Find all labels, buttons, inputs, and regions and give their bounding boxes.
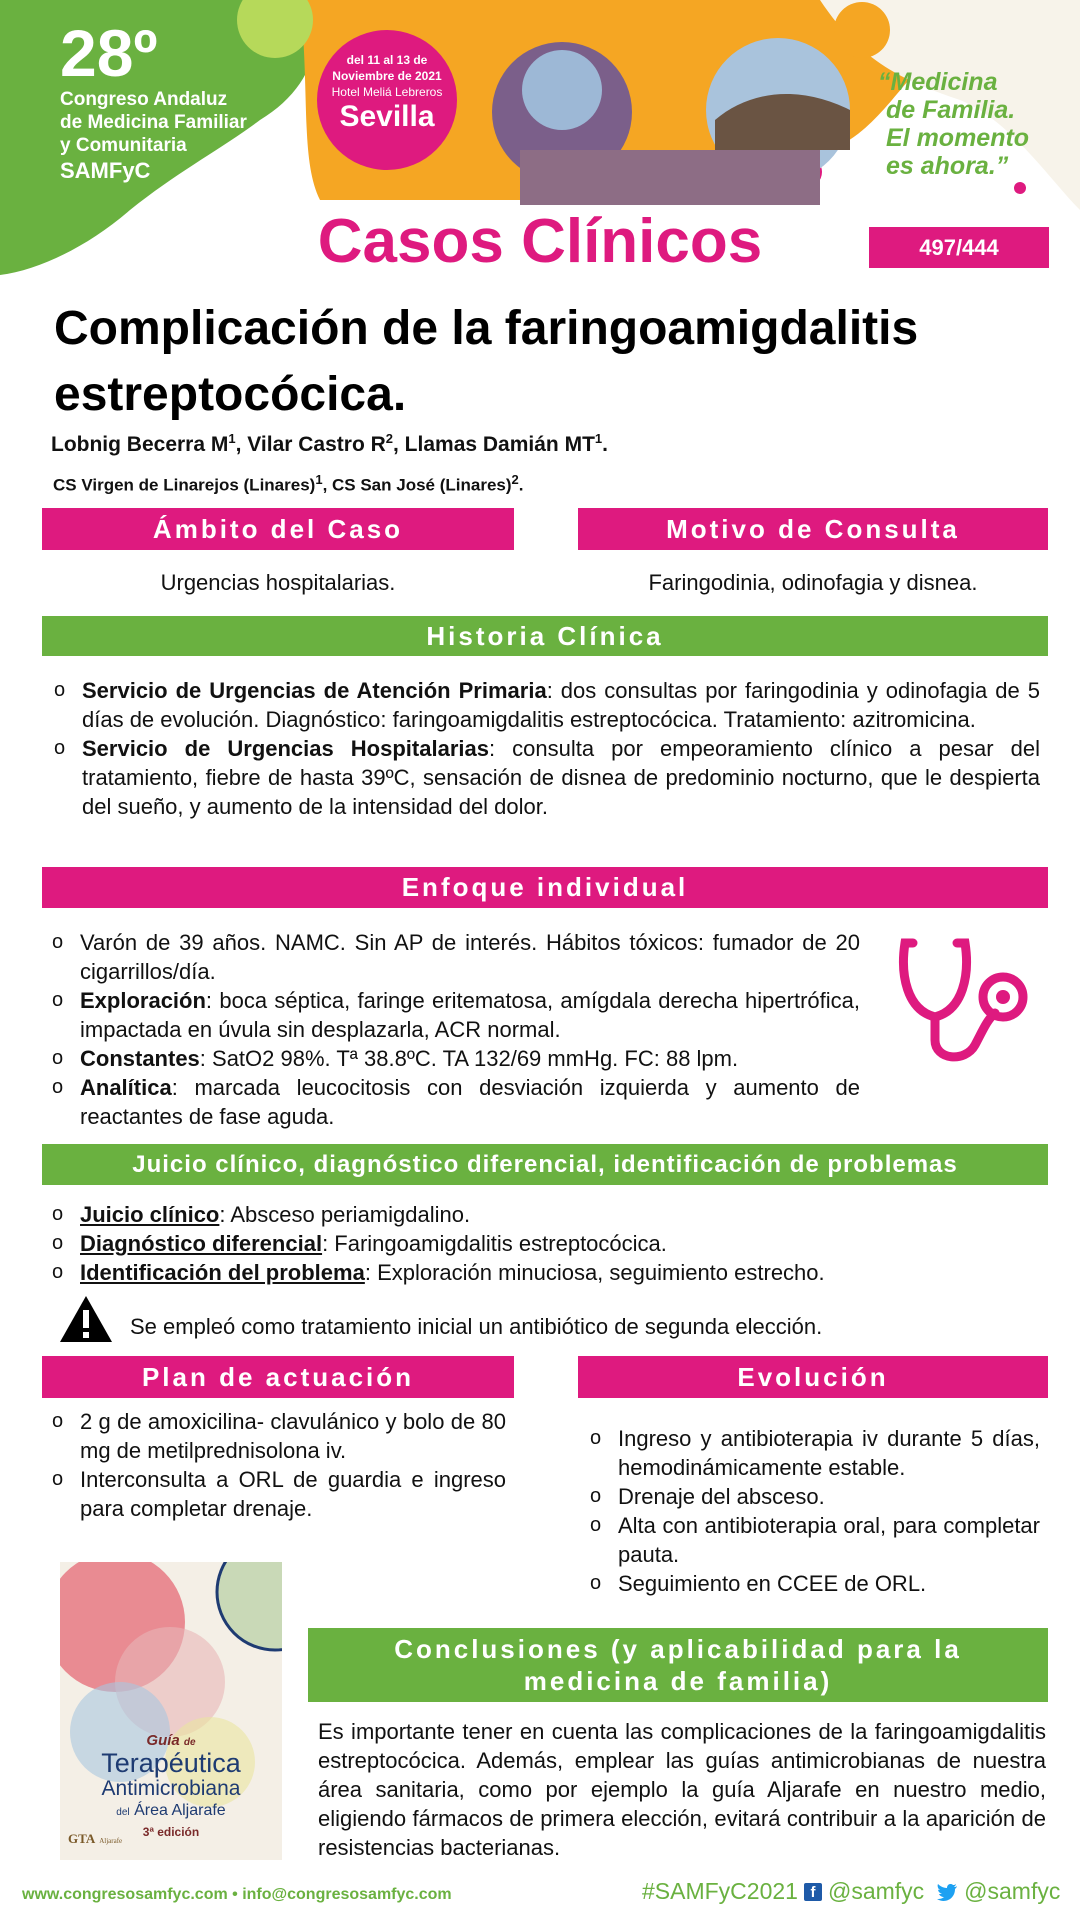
enfoque-item-3-text: : SatO2 98%. Tª 38.8ºC. TA 132/69 mmHg. FC: 88 lpm. [199,1046,739,1071]
congress-name-line-4: SAMFyC [60,158,151,183]
juicio-item-1 [48,1200,1048,1229]
banner-title: Casos Clínicos [317,207,763,276]
twitter-icon [936,1883,958,1901]
book-cover-line-2: Terapéutica [101,1748,241,1778]
case-id-badge: 497/444 [869,227,1049,268]
book-cover-logo-sub: Aljarafe [99,1837,123,1845]
enfoque-body [48,928,860,1131]
historia-body [50,676,1040,821]
warning-text: Se empleó como tratamiento inicial un antibiótico de segunda elección. [130,1314,823,1339]
enfoque-item-2 [48,986,860,1044]
juicio-item-2-text: : Faringoamigdalitis estreptocócica. [322,1231,667,1256]
juicio-item-1-text: : Absceso periamigdalino. [219,1202,471,1227]
footer-separator: • [227,1886,243,1903]
historia-item-2 [50,734,1040,821]
enfoque-item-4-text: : marcada leucocitosis con desviación izquierda y aumento de reactantes de fase aguda. [80,1075,860,1129]
book-cover-guia: Guía [146,1732,180,1749]
enfoque-item-3 [48,1044,860,1073]
congress-name-line-3: y Comunitaria [60,135,187,156]
enfoque-item-2-bold: Exploración [80,988,206,1013]
motivo-text: Faringodinia, odinofagia y disnea. [648,570,978,595]
juicio-item-2-label: Diagnóstico diferencial [80,1231,323,1256]
book-cover-line-3: Antimicrobiana [101,1777,241,1800]
slogan-line-1: “Medicina [878,68,998,96]
slogan-line-3: El momento [886,124,1030,152]
evolucion-item-3: o Alta con antibioterapia oral, para completar pauta. [586,1511,1040,1569]
plan-item-2: o Interconsulta a ORL de guardia e ingreso para completar drenaje. [48,1465,506,1523]
historia-item-1-text: : dos consultas por faringodinia y odinofagia de 5 días de evolución. Diagnóstico: faringoamigdalitis estreptocócica. Tratamiento: azitromicina. [82,678,1040,732]
historia-item-2-text: : consulta por empeoramiento clínico a pesar del tratamiento, fiebre de hasta 39ºC, sensación de disnea de predominio nocturno, que le despierta del sueño, y aumento de la intensidad del dolor. [82,736,1040,819]
enfoque-item-1 [48,928,860,986]
evolucion-item-1: o Ingreso y antibioterapia iv durante 5 días, hemodinámicamente estable. [586,1424,1040,1482]
historia-item-2-bold: Servicio de Urgencias Hospitalarias [82,736,489,761]
ambito-text: Urgencias hospitalarias. [160,570,396,595]
footer-twitter[interactable]: @samfyc [964,1878,1061,1904]
author-3-sup: 1 [594,431,603,446]
author-3: , Llamas Damián MT [393,433,595,456]
author-2-sup: 2 [385,431,394,446]
footer-hashtag[interactable]: #SAMFyC2021 [642,1878,798,1904]
book-cover-line-4-prefix: del [116,1807,130,1818]
author-1: Lobnig Becerra M [51,433,229,456]
book-cover-logo [68,1830,122,1848]
juicio-heading: Juicio clínico, diagnóstico diferencial, identificación de problemas [42,1144,1048,1185]
affiliation-2: , CS San José (Linares) [322,475,512,495]
case-title-line-2: estreptocócica. [54,368,407,421]
edition-number: 28º [60,16,158,90]
juicio-item-2 [48,1229,1048,1258]
venue: Hotel Meliá Lebreros [331,85,443,99]
dates-line-2: Noviembre de 2021 [332,69,442,83]
evolucion-item-2: o Drenaje del absceso. [586,1482,1040,1511]
congress-branding [60,18,247,184]
author-2: , Vilar Castro R [235,433,386,456]
enfoque-item-3-bold: Constantes [80,1046,200,1071]
book-cover-title [60,1732,282,1839]
plan-item-1: o 2 g de amoxicilina- clavulánico y bolo de 80 mg de metilprednisolona iv. [48,1407,506,1465]
city: Sevilla [339,100,435,133]
juicio-item-3-text: : Exploración minuciosa, seguimiento estrecho. [364,1260,825,1285]
affiliations-end: . [518,475,524,495]
juicio-item-3 [48,1258,1048,1287]
book-cover-line-4: Área Aljarafe [134,1802,226,1819]
warning-icon [58,1294,114,1344]
evolucion-body [586,1424,1040,1598]
book-cover [60,1562,282,1860]
enfoque-heading: Enfoque individual [42,867,1048,908]
juicio-item-1-label: Juicio clínico [80,1202,220,1227]
book-cover-logo-text: GTA [68,1831,96,1846]
footer-contact [22,1886,452,1904]
plan-body [48,1407,506,1523]
case-title [54,296,1054,428]
historia-heading: Historia Clínica [42,616,1048,656]
enfoque-item-4-bold: Analítica [80,1075,172,1100]
enfoque-item-2-text: : boca séptica, faringe eritematosa, amígdala derecha hipertrófica, impactada en úvula sin desplazarla, ACR normal. [80,988,860,1042]
juicio-item-3-label: Identificación del problema [80,1260,365,1285]
author-1-sup: 1 [228,431,236,446]
affiliation-1: CS Virgen de Linarejos (Linares) [53,475,316,495]
conclusiones-heading-line-1: Conclusiones (y aplicabilidad para la [394,1634,962,1664]
conclusiones-heading-line-2: medicina de familia) [523,1666,833,1696]
book-cover-edition: 3ª edición [142,1825,200,1839]
slogan [878,68,1029,180]
slogan-line-2: de Familia. [886,96,1016,124]
footer-website[interactable]: www.congresosamfyc.com [22,1886,228,1903]
affiliation-1-sup: 1 [315,472,323,487]
stethoscope-icon [895,935,1035,1070]
congress-name-line-1: Congreso Andaluz [60,89,228,110]
facebook-icon: f [804,1883,822,1901]
dates-badge [317,52,457,134]
footer-social [642,1878,1060,1905]
affiliation-2-sup: 2 [511,472,519,487]
affiliations [53,472,523,496]
conclusiones-heading [308,1628,1048,1702]
authors [51,431,608,457]
conclusiones-text: Es importante tener en cuenta las complicaciones de la faringoamigdalitis estreptocócica. Además, emplear las guías antimicrobianas de nuestra área sanitaria, como por ejemplo la guía Aljarafe en nuestro medio, eligiendo fármacos de primera elección, evitará contribuir a la aparición de resistencias bacterianas. [318,1719,1046,1860]
historia-item-1-bold: Servicio de Urgencias de Atención Primaria [82,678,547,703]
evolucion-item-4: o Seguimiento en CCEE de ORL. [586,1569,1040,1598]
juicio-body [48,1200,1048,1287]
footer-email[interactable]: info@congresosamfyc.com [242,1886,452,1903]
motivo-heading: Motivo de Consulta [578,508,1048,550]
slogan-line-4: es ahora.” [886,152,1009,180]
enfoque-item-1-text: Varón de 39 años. NAMC. Sin AP de interés. Hábitos tóxicos: fumador de 20 cigarrillos/día. [80,930,860,984]
historia-item-1 [50,676,1040,734]
congress-name-line-2: de Medicina Familiar [60,112,247,133]
evolucion-heading: Evolución [578,1356,1048,1398]
footer-facebook[interactable]: @samfyc [827,1878,925,1904]
case-title-line-1: Complicación de la faringoamigdalitis [54,302,919,355]
dates-line-1: del 11 al 13 de [346,53,428,67]
book-cover-de: de [183,1737,196,1748]
ambito-heading: Ámbito del Caso [42,508,514,550]
enfoque-item-4 [48,1073,860,1131]
authors-end: . [602,433,608,456]
plan-heading: Plan de actuación [42,1356,514,1398]
